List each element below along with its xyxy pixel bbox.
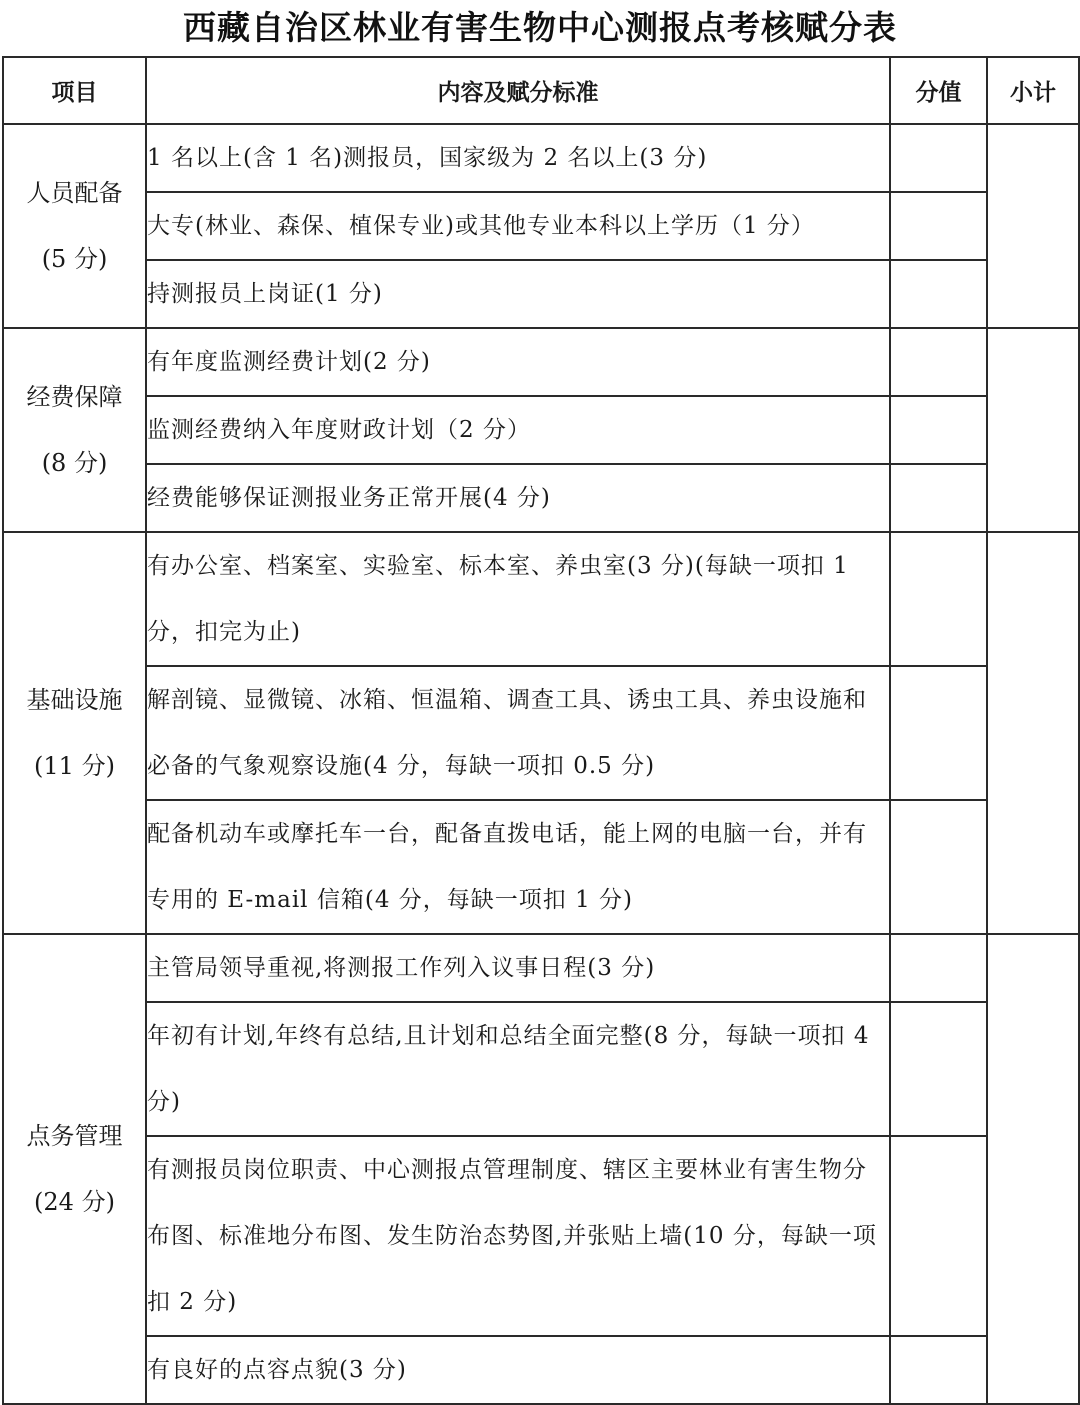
table-row — [3, 532, 1079, 666]
table-row — [3, 1002, 1079, 1136]
value-cell — [890, 1002, 987, 1136]
category-points: (24 分) — [34, 1188, 115, 1216]
value-cell — [890, 124, 987, 192]
value-cell — [890, 396, 987, 464]
table-row — [3, 396, 1079, 464]
table-row — [3, 464, 1079, 532]
value-cell — [890, 934, 987, 1002]
criteria-text: 年初有计划,年终有总结,且计划和总结全面完整(8 分，每缺一项扣 4 分) — [146, 1002, 890, 1136]
criteria-text: 持测报员上岗证(1 分) — [146, 260, 890, 328]
criteria-text: 解剖镜、显微镜、冰箱、恒温箱、调查工具、诱虫工具、养虫设施和必备的气象观察设施(4 分，每缺一项扣 0.5 分) — [146, 666, 890, 800]
table-row — [3, 124, 1079, 192]
value-cell — [890, 1136, 987, 1336]
subtotal-cell — [987, 532, 1079, 934]
category-cell — [3, 532, 146, 934]
page-title: 西藏自治区林业有害生物中心测报点考核赋分表 — [183, 8, 897, 47]
value-cell — [890, 532, 987, 666]
criteria-text: 主管局领导重视,将测报工作列入议事日程(3 分) — [146, 934, 890, 1002]
table-row — [3, 800, 1079, 934]
table-row — [3, 934, 1079, 1002]
header-row — [3, 57, 1079, 124]
table-row — [3, 1336, 1079, 1404]
subtotal-cell — [987, 124, 1079, 328]
criteria-text: 监测经费纳入年度财政计划（2 分） — [146, 396, 890, 464]
category-cell — [3, 934, 146, 1404]
criteria-text: 有测报员岗位职责、中心测报点管理制度、辖区主要林业有害生物分布图、标准地分布图、发生防治态势图,并张贴上墙(10 分，每缺一项扣 2 分) — [146, 1136, 890, 1336]
criteria-text: 有办公室、档案室、实验室、标本室、养虫室(3 分)(每缺一项扣 1 分，扣完为止) — [146, 532, 890, 666]
value-cell — [890, 1336, 987, 1404]
table-row — [3, 1136, 1079, 1336]
category-points: (5 分) — [41, 245, 108, 273]
value-cell — [890, 666, 987, 800]
category-cell — [3, 328, 146, 532]
table-row — [3, 260, 1079, 328]
category-cell — [3, 124, 146, 328]
category-name: 经费保障 — [26, 383, 123, 411]
header-content: 内容及赋分标准 — [146, 57, 890, 124]
subtotal-cell — [987, 934, 1079, 1404]
criteria-text: 经费能够保证测报业务正常开展(4 分) — [146, 464, 890, 532]
value-cell — [890, 192, 987, 260]
header-value: 分值 — [890, 57, 987, 124]
criteria-text: 1 名以上(含 1 名)测报员，国家级为 2 名以上(3 分) — [146, 124, 890, 192]
category-name: 点务管理 — [26, 1122, 123, 1150]
criteria-text: 大专(林业、森保、植保专业)或其他专业本科以上学历（1 分） — [146, 192, 890, 260]
table-row — [3, 192, 1079, 260]
criteria-text: 配备机动车或摩托车一台，配备直拨电话，能上网的电脑一台，并有专用的 E-mail 信箱(4 分，每缺一项扣 1 分) — [146, 800, 890, 934]
category-points: (11 分) — [34, 752, 115, 780]
criteria-text: 有良好的点容点貌(3 分) — [146, 1336, 890, 1404]
category-name: 基础设施 — [26, 686, 123, 714]
category-name: 人员配备 — [26, 179, 123, 207]
value-cell — [890, 260, 987, 328]
subtotal-cell — [987, 328, 1079, 532]
criteria-text: 有年度监测经费计划(2 分) — [146, 328, 890, 396]
header-subtotal: 小计 — [987, 57, 1079, 124]
category-points: (8 分) — [41, 449, 108, 477]
value-cell — [890, 800, 987, 934]
score-table — [2, 56, 1080, 1405]
table-row — [3, 328, 1079, 396]
value-cell — [890, 464, 987, 532]
header-item: 项目 — [3, 57, 146, 124]
value-cell — [890, 328, 987, 396]
table-row — [3, 666, 1079, 800]
